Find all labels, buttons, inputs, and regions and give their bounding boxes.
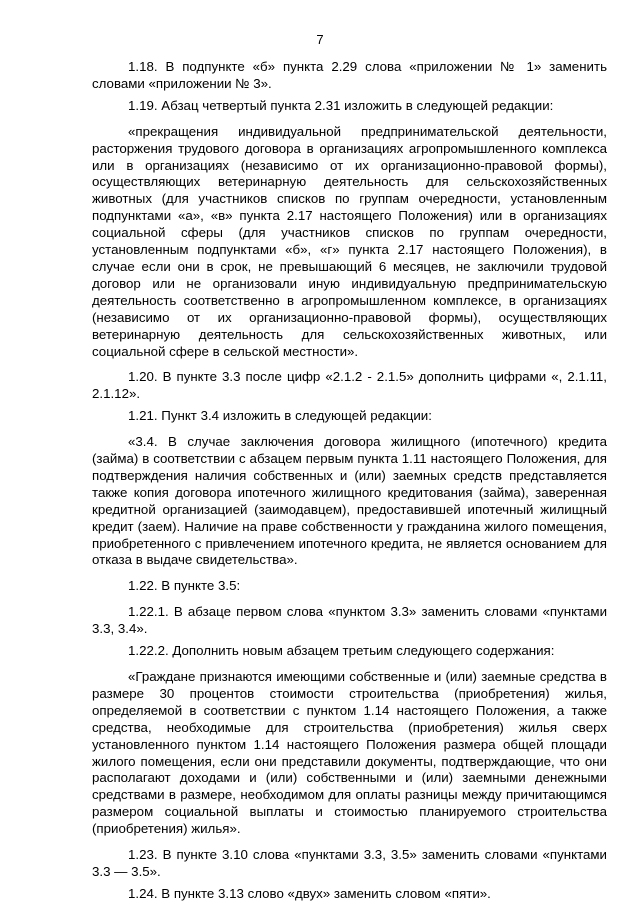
page-number: 7 [316, 32, 324, 47]
paragraph-1-23: 1.23. В пункте 3.10 слова «пунктами 3.3, 3.5» заменить словами «пунктами 3.3 — 3.5». [92, 847, 607, 879]
paragraph-1-24: 1.24. В пункте 3.13 слово «двух» заменить словом «пяти». [128, 885, 491, 901]
paragraph-1-20: 1.20. В пункте 3.3 после цифр «2.1.2 - 2.1.5» дополнить цифрами «, 2.1.11, 2.1.12». [92, 369, 607, 402]
paragraph-1-19: 1.19. Абзац четвертый пункта 2.31 изложить в следующей редакции: [128, 97, 554, 113]
paragraph-1-19-quote: «прекращения индивидуальной предпринимательской деятельности, расторжения трудового договора в организациях агропромышленного комплекса или в организациях (независимо от их организационно-правовой формы), осуществляющих ветеринарную деятельность для сельскохозяйственных животных (для участников списков по группам очередности, установленным подпунктами «а», «в» пункта 2.17 настоящего Положения) или в организациях социальной сферы (для участников списков по группам очередности, установленным подпунктами «б», «г» пункта 2.17 настоящего Положения), в случае если они в срок, не превышающий 6 месяцев, не заключили трудовой договор или не организовали иную индивидуальную предпринимательскую деятельность соответственно в агропромышленном комплексе, в организациях (независимо от их организационно-правовой формы), осуществляющих ветеринарную деятельность для сельскохозяйственных животных, или социальной сфере в сельской местности». [92, 123, 607, 359]
paragraph-1-22-1: 1.22.1. В абзаце первом слова «пунктом 3.3» заменить словами «пунктами 3.3, 3.4». [92, 604, 607, 637]
paragraph-1-21: 1.21. Пункт 3.4 изложить в следующей редакции: [128, 408, 432, 424]
paragraph-1-18: 1.18. В подпункте «б» пункта 2.29 слова «приложении № 1» заменить словами «приложении № 3». [92, 59, 607, 91]
document-body [92, 59, 607, 912]
paragraph-1-22-2-quote: «Граждане признаются имеющими собственные и (или) заемные средства в размере 30 процентов стоимости строительства (приобретения) жилья, определяемой в соответствии с пунктом 1.14 настоящего Положения, а также средства, необходимые для строительства (приобретения) жилья сверх установленного пунктом 1.14 настоящего Положения размера общей площади жилого помещения, если они представили документы, подтверждающие, что они располагают доходами и (или) собственными и (или) заемными денежными средствами в размере, необходимом для оплаты разницы между причитающимся размером социальной выплаты и стоимостью планируемого строительства (приобретения) жилья». [92, 669, 607, 837]
paragraph-1-22: 1.22. В пункте 3.5: [128, 578, 241, 594]
paragraph-1-22-2: 1.22.2. Дополнить новым абзацем третьим следующего содержания: [128, 643, 555, 659]
paragraph-1-21-quote: «3.4. В случае заключения договора жилищного (ипотечного) кредита (займа) в соответствии с абзацем первым пункта 1.11 настоящего Положения, для подтверждения наличия собственных и (или) заемных средств представляется также копия договора ипотечного жилищного кредитования (займа), заверенная кредитной организацией (заимодавцем), предоставившей ипотечный жилищный кредит (заем). Наличие на праве собственности у гражданина жилого помещения, приобретенного с привлечением ипотечного кредита, не является основанием для отказа в выдаче свидетельства». [92, 434, 607, 568]
